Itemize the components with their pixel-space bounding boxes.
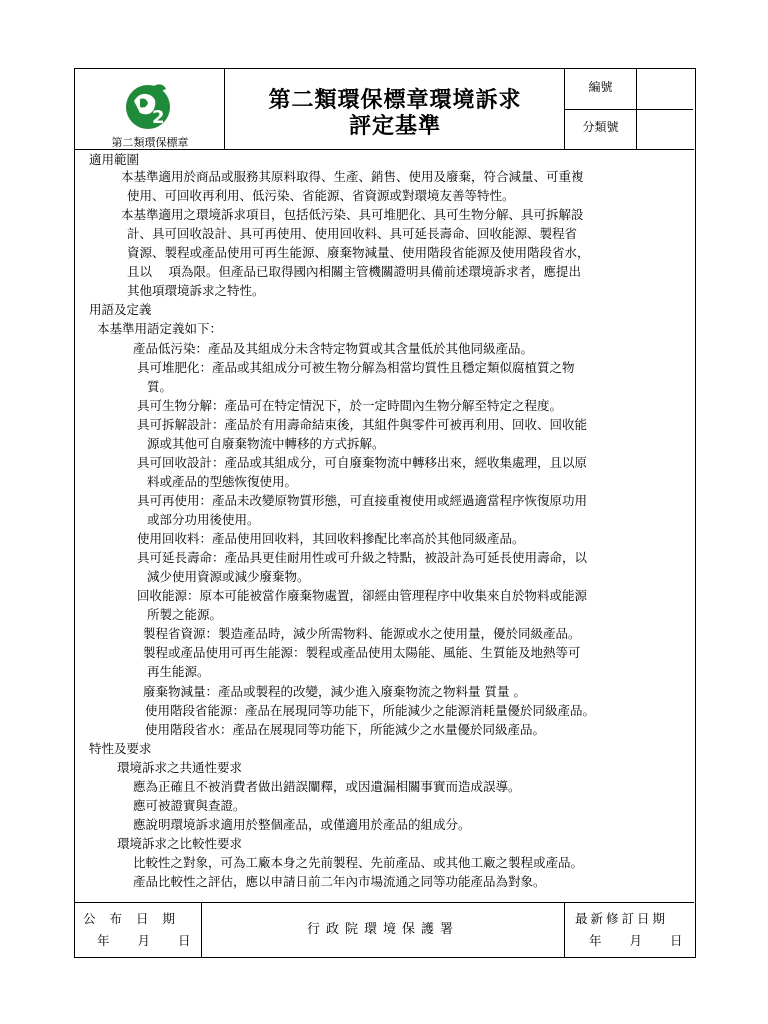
svg-text:2: 2 [152, 107, 165, 128]
text-line: 且以 項為限。但產品已取得國內相關主管機關證明具備前述環境訴求者，應提出 [127, 264, 581, 279]
definition-line: 回收能源：原本可能被當作廢棄物處置，卻經由管理程序中收集來自於物料或能源 [137, 588, 588, 603]
logo-caption: 第二類環保標章 [111, 136, 189, 149]
definition-line: 具可生物分解：產品可在特定情況下，於一定時間內生物分解至特定之程度。 [137, 398, 563, 413]
definition-line: 再生能源。 [147, 664, 210, 679]
number-row [565, 69, 693, 110]
text-line: 應可被證實與查證。 [133, 798, 246, 813]
definition-line: 使用回收料：產品使用回收料，其回收料摻配比率高於其他同級產品。 [137, 531, 525, 546]
text-line: 比較性之對象，可為工廠本身之先前製程、先前產品、或其他工廠之製程或產品。 [133, 855, 584, 870]
title-cell [225, 69, 565, 149]
publish-date-cell [75, 903, 219, 957]
definition-line: 製程或產品使用可再生能源：製程或產品使用太陽能、風能、生質能及地熱等可 [143, 645, 581, 660]
definition-line: 減少使用資源或減少廢棄物。 [147, 569, 310, 584]
document-body [75, 151, 694, 903]
definition-line: 製程省資源：製造產品時，減少所需物料、能源或水之使用量，優於同級產品。 [143, 626, 581, 641]
definition-line: 或部分功用後使用。 [147, 512, 260, 527]
definition-line: 產品低污染：產品及其組成分未含特定物質或其含量低於其他同級產品。 [133, 341, 534, 356]
definition-line: 具可堆肥化：產品或其組成分可被生物分解為相當均質性且穩定類似腐植質之物 [137, 360, 575, 375]
document-form [74, 68, 711, 958]
publish-date-label: 公布日期 [83, 911, 190, 926]
text-line: 本基準用語定義如下： [97, 321, 223, 336]
definition-line: 質。 [147, 379, 173, 394]
document-subtitle: 評定基準 [348, 113, 441, 139]
text-line: 應說明環境訴求適用於整個產品，或僅適用於產品的組成分。 [133, 817, 471, 832]
section-heading: 特性及要求 [89, 741, 152, 756]
form-footer [75, 902, 711, 957]
section-heading: 適用範圍 [89, 152, 140, 167]
definition-line: 具可回收設計：產品或其組成分，可自廢棄物流中轉移出來，經收集處理，且以原 [137, 455, 588, 470]
definition-line: 源或其他可自廢棄物流中轉移的方式拆解。 [147, 436, 385, 451]
definition-line: 使用階段省能源：產品在展現同等功能下，所能減少之能源消耗量優於同級產品。 [145, 703, 596, 718]
subsection-heading: 環境訴求之比較性要求 [117, 836, 243, 851]
definition-line: 具可再使用：產品未改變原物質形態，可直接重複使用或經過適當程序恢復原功用 [137, 493, 588, 508]
definition-line: 料或產品的型態恢復使用。 [147, 474, 298, 489]
subsection-heading: 環境訴求之共通性要求 [117, 760, 243, 775]
revised-date-cell [565, 903, 711, 957]
definition-line: 廢棄物減量：產品或製程的改變，減少進入廢棄物流之物料量 質量 。 [143, 684, 526, 699]
agency-name: 行政院環境保護署 [202, 903, 565, 957]
text-line: 使用、可回收再利用、低污染、省能源、省資源或對環境友善等特性。 [127, 188, 515, 203]
definition-line: 具可拆解設計：產品於有用壽命結束後，其組件與零件可被再利用、回收、回收能 [137, 417, 588, 432]
category-row [565, 109, 693, 149]
revised-date-fields: 年月日 [589, 933, 711, 948]
text-line: 資源、製程或產品使用可再生能源、廢棄物減量、使用階段省能源及使用階段省水， [127, 245, 590, 260]
form-header [75, 69, 694, 150]
text-line: 本基準適用於商品或服務其原料取得、生產、銷售、使用及廢棄，符合減量、可重複 [121, 169, 584, 184]
revised-date-label: 最新修訂日期 [575, 911, 669, 926]
definition-line: 具可延長壽命：產品具更佳耐用性或可升級之特點，被設計為可延長使用壽命，以 [137, 550, 588, 565]
text-line: 產品比較性之評估，應以申請日前二年內市場流通之同等功能產品為對象。 [133, 874, 546, 889]
green-mark-logo-icon [118, 77, 182, 133]
category-value [637, 109, 693, 149]
text-line: 計、具可回收設計、具可再使用、使用回收料、具可延長壽命、回收能源、製程省 [127, 226, 578, 241]
number-label: 編號 [565, 69, 637, 109]
document-title: 第二類環保標章環境訴求 [268, 87, 522, 113]
publish-date-fields: 年月日 [97, 933, 219, 948]
section-heading: 用語及定義 [89, 302, 152, 317]
text-line: 應為正確且不被消費者做出錯誤闡釋，或因遺漏相關事實而造成誤導。 [133, 779, 521, 794]
text-line: 本基準適用之環境訴求項目，包括低污染、具可堆肥化、具可生物分解、具可拆解設 [121, 207, 584, 222]
text-line: 其他項環境訴求之特性。 [127, 283, 265, 298]
number-value [637, 69, 693, 109]
definition-line: 所製之能源。 [147, 607, 223, 622]
logo-cell [75, 69, 225, 149]
definition-line: 使用階段省水：產品在展現同等功能下，所能減少之水量優於同級產品。 [145, 722, 546, 737]
category-label: 分類號 [565, 109, 637, 149]
